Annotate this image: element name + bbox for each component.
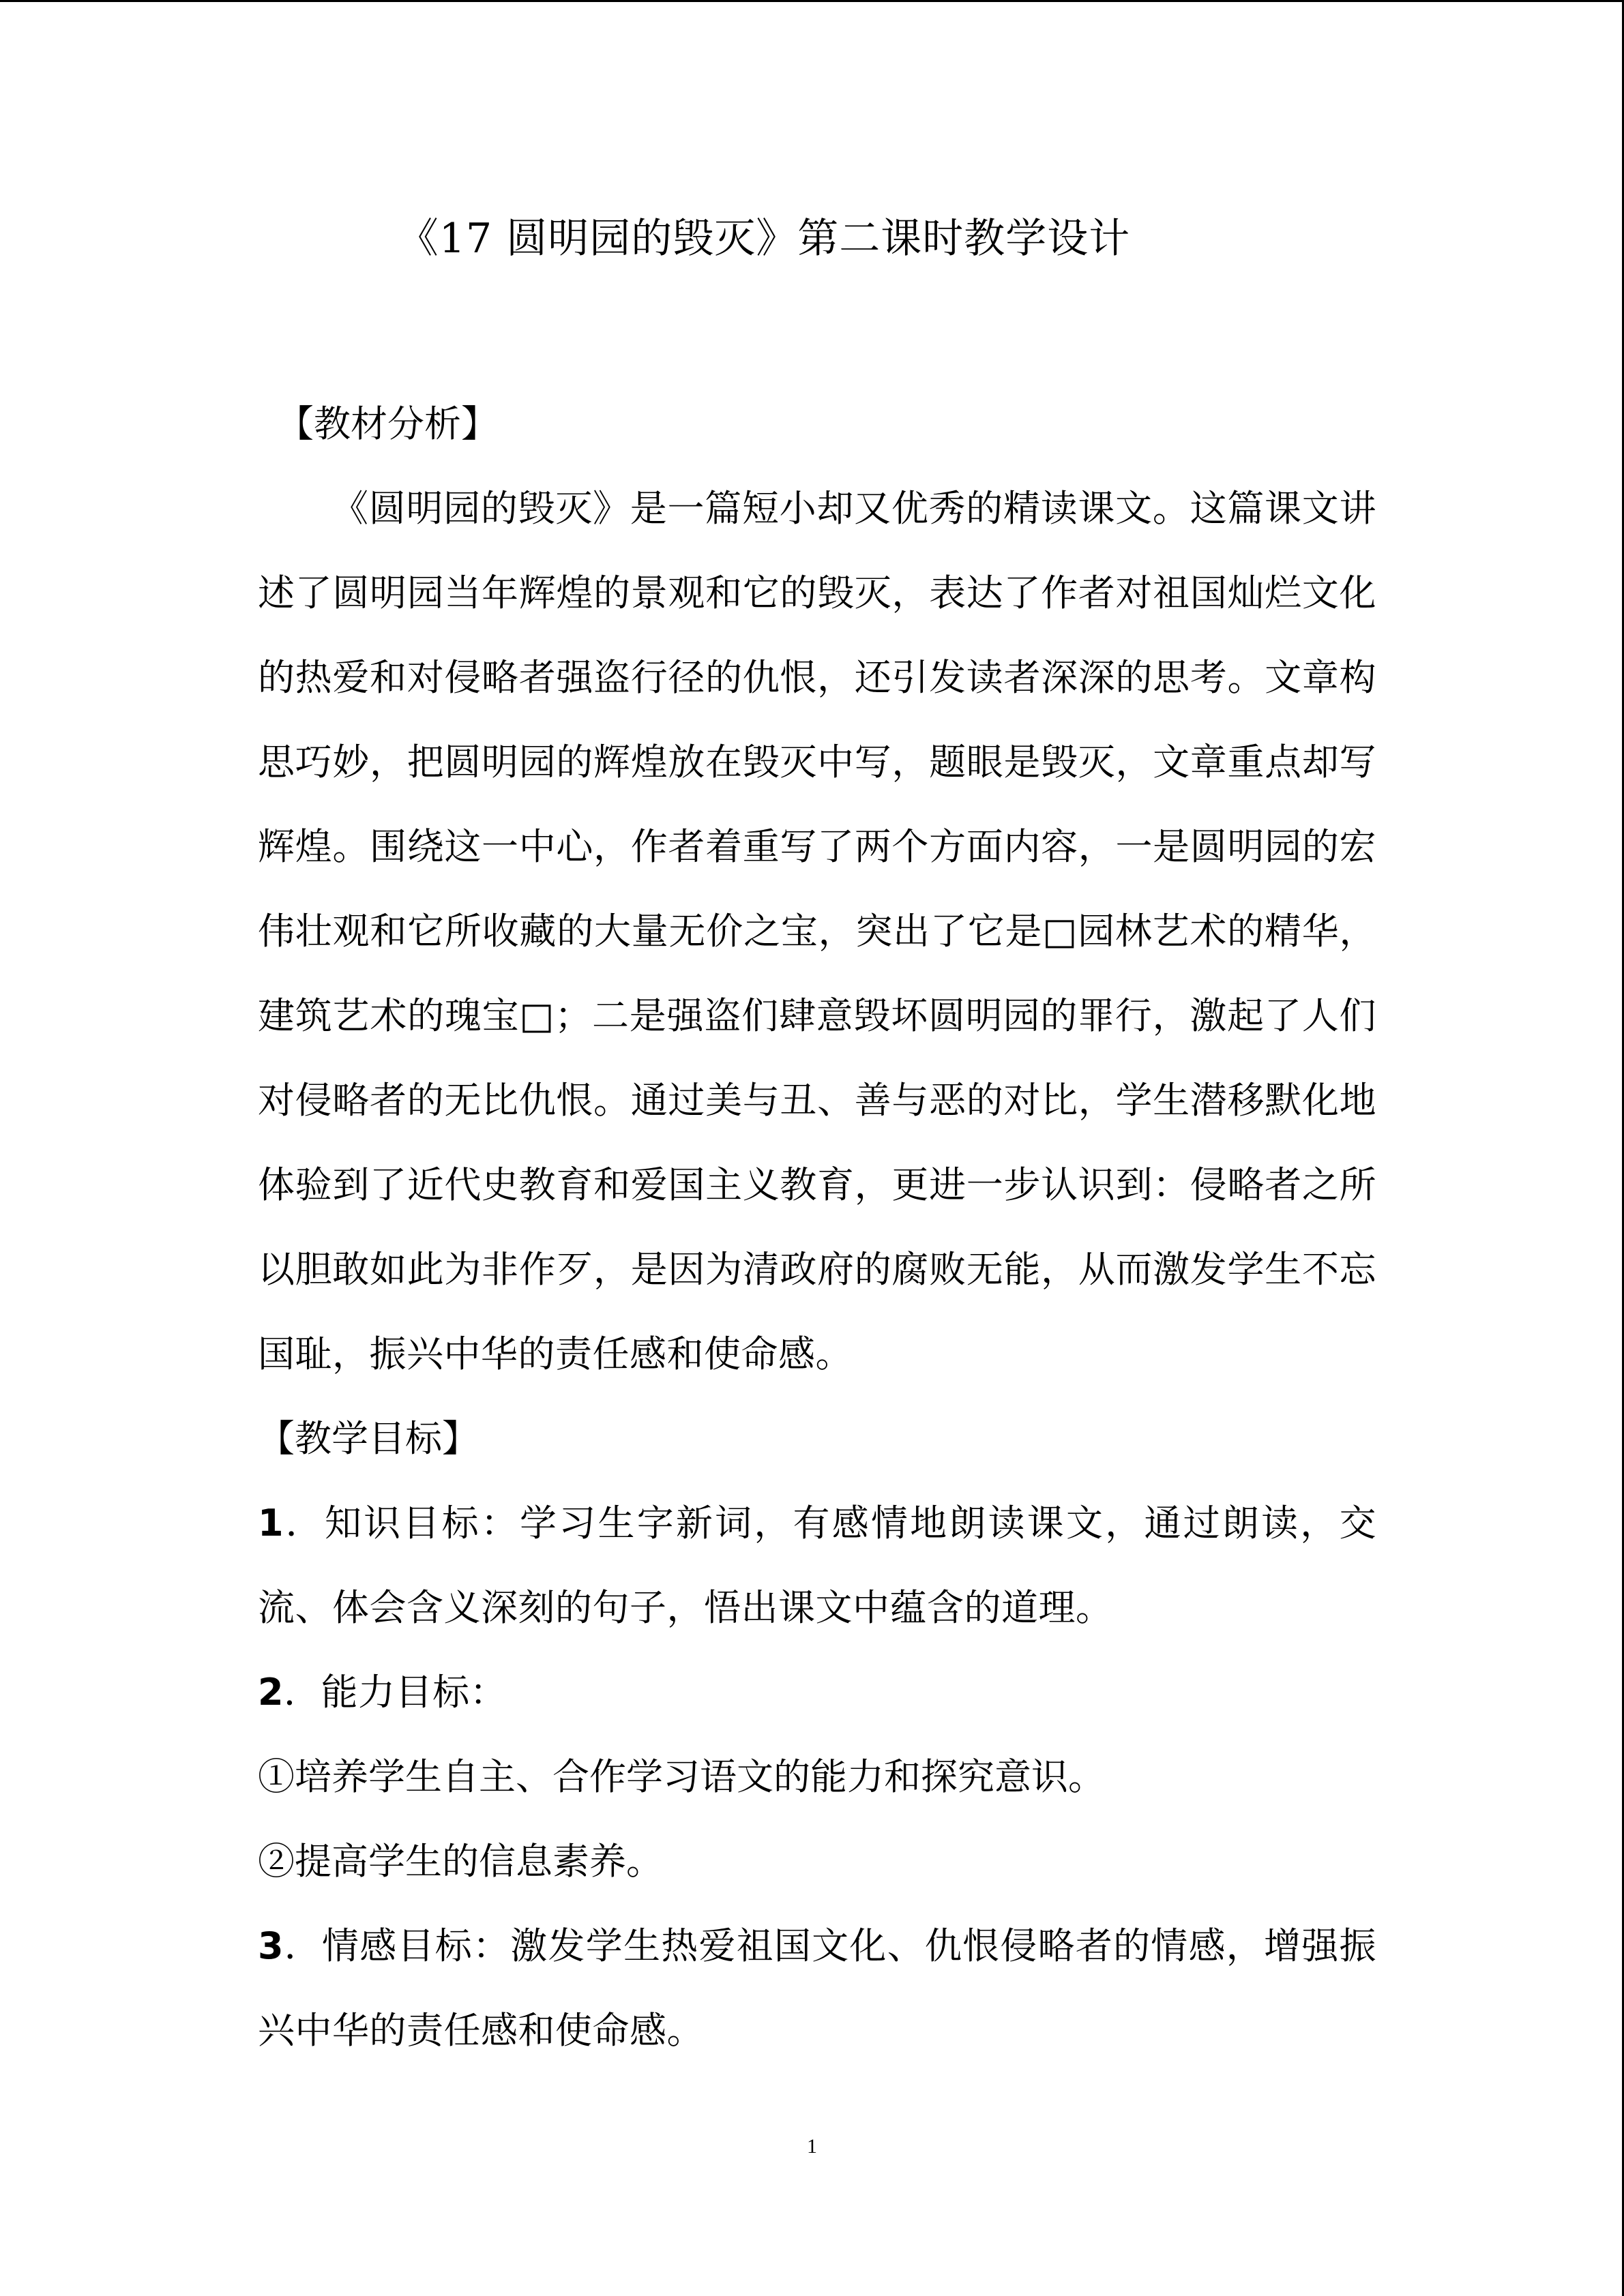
ability-sub-item: ①培养学生自主、合作学习语文的能力和探究意识。: [258, 1755, 1105, 1798]
page-top-border: [0, 0, 1624, 2]
objective-number: 3: [258, 1924, 284, 1967]
analysis-paragraph: 《圆明园的毁灭》是一篇短小却又优秀的精读课文。这篇课文讲述了圆明园当年辉煌的景观和它的毁灭，表达了作者对祖国灿烂文化的热爱和对侵略者强盗行径的仇恨，还引发读者深深的思考。文章构思巧妙，把圆明园的辉煌放在毁灭中写，题眼是毁灭，文章重点却写辉煌。围绕这一中心，作者着重写了两个方面内容，一是圆明园的宏伟壮观和它所收藏的大量无价之宝，突出了它是□园林艺术的精华，建筑艺术的瑰宝□；二是强盗们肆意毁坏圆明园的罪行，激起了人们对侵略者的无比仇恨。通过美与丑、善与恶的对比，学生潜移默化地体验到了近代史教育和爱国主义教育，更进一步认识到：侵略者之所以胆敢如此为非作歹，是因为清政府的腐败无能，从而激发学生不忘国耻，振兴中华的责任感和使命感。: [258, 487, 1376, 1375]
page-number: 1: [807, 2135, 817, 2158]
objective-number: 1: [258, 1502, 284, 1545]
section-heading-analysis: 【教材分析】: [277, 402, 498, 445]
objective-text: ．能力目标：: [284, 1671, 507, 1714]
objective-emotion: [258, 1904, 1376, 2073]
objective-ability: [258, 1650, 1376, 1735]
objective-text: ．知识目标：学习生字新词，有感情地朗读课文，通过朗读，交流、体会含义深刻的句子，悟出课文中蕴含的道理。: [258, 1502, 1376, 1629]
objective-number: 2: [258, 1671, 284, 1714]
objective-knowledge: [258, 1481, 1376, 1650]
objective-text: ．情感目标：激发学生热爱祖国文化、仇恨侵略者的情感，增强振兴中华的责任感和使命感。: [258, 1924, 1376, 2052]
document-body: [258, 382, 1376, 2073]
document-title: 《17 圆明园的毁灭》第二课时教学设计: [397, 215, 1131, 263]
ability-sub-item: ②提高学生的信息素养。: [258, 1840, 663, 1883]
section-heading-objectives: 【教学目标】: [258, 1417, 479, 1460]
